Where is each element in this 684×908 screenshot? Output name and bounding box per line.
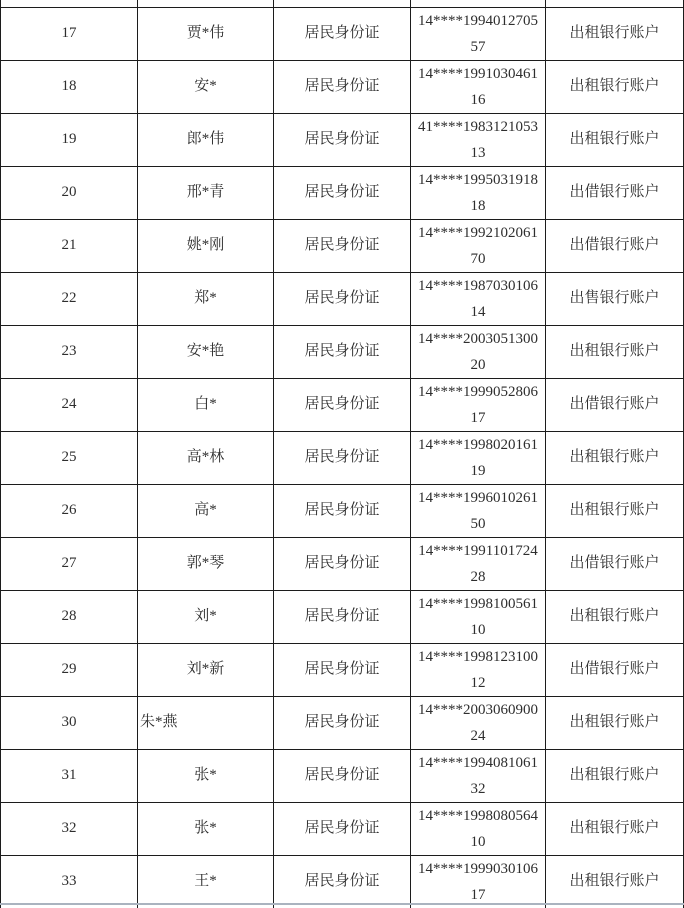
- id-number-line1: 14****1998100561: [418, 595, 538, 612]
- behavior-cell: 出借银行账户: [546, 537, 684, 590]
- behavior-cell: 出租银行账户: [546, 802, 684, 855]
- partial-cell: [411, 0, 546, 7]
- id-type-cell: 居民身份证: [274, 272, 411, 325]
- partial-cell: [138, 0, 274, 7]
- table-row: [1, 855, 684, 908]
- row-index-cell: 33: [1, 855, 138, 908]
- person-name-cell: 刘*: [138, 590, 274, 643]
- id-number-cell: [411, 7, 546, 60]
- id-number-cell: [411, 484, 546, 537]
- id-number-line1: 14****1991101724: [418, 542, 538, 559]
- person-name-cell: 高*林: [138, 431, 274, 484]
- id-type-cell: 居民身份证: [274, 166, 411, 219]
- partial-cell: [1, 0, 138, 7]
- id-number-line2: 14: [470, 303, 486, 320]
- id-type-cell: 居民身份证: [274, 802, 411, 855]
- person-name-cell: 白*: [138, 378, 274, 431]
- table-row: [1, 272, 684, 325]
- id-type-cell: 居民身份证: [274, 60, 411, 113]
- id-number-line1: 14****1999030106: [418, 860, 538, 877]
- table-row: [1, 60, 684, 113]
- id-number-line2: 20: [470, 356, 486, 373]
- id-type-cell: 居民身份证: [274, 484, 411, 537]
- id-number-line1: 41****1983121053: [418, 118, 538, 135]
- table-row: [1, 590, 684, 643]
- behavior-cell: 出租银行账户: [546, 590, 684, 643]
- person-name-cell: 邢*青: [138, 166, 274, 219]
- behavior-cell: 出租银行账户: [546, 431, 684, 484]
- table-row: [1, 7, 684, 60]
- id-type-cell: 居民身份证: [274, 749, 411, 802]
- person-name-cell: 张*: [138, 749, 274, 802]
- id-type-cell: 居民身份证: [274, 855, 411, 908]
- id-number-line1: 14****1998123100: [418, 648, 538, 665]
- person-name-cell: 刘*新: [138, 643, 274, 696]
- id-number-line2: 16: [470, 91, 486, 108]
- row-index-cell: 30: [1, 696, 138, 749]
- behavior-cell: 出租银行账户: [546, 7, 684, 60]
- id-number-cell: [411, 166, 546, 219]
- id-number-line2: 50: [470, 515, 486, 532]
- id-number-cell: [411, 378, 546, 431]
- person-name-cell: 安*艳: [138, 325, 274, 378]
- id-type-cell: 居民身份证: [274, 590, 411, 643]
- person-name-cell: 张*: [138, 802, 274, 855]
- id-number-cell: [411, 696, 546, 749]
- behavior-cell: 出租银行账户: [546, 113, 684, 166]
- row-index-cell: 31: [1, 749, 138, 802]
- row-index-cell: 20: [1, 166, 138, 219]
- id-number-cell: [411, 325, 546, 378]
- person-name-cell: 姚*刚: [138, 219, 274, 272]
- person-name-cell: 安*: [138, 60, 274, 113]
- bottom-accent-line: [0, 903, 684, 905]
- behavior-cell: 出租银行账户: [546, 749, 684, 802]
- id-number-line1: 14****1991030461: [418, 65, 538, 82]
- id-number-line1: 14****1996010261: [418, 489, 538, 506]
- row-index-cell: 27: [1, 537, 138, 590]
- id-number-line1: 14****1992102061: [418, 224, 538, 241]
- id-number-line1: 14****1987030106: [418, 277, 538, 294]
- id-number-cell: [411, 590, 546, 643]
- row-index-cell: 26: [1, 484, 138, 537]
- behavior-cell: 出租银行账户: [546, 484, 684, 537]
- behavior-cell: 出租银行账户: [546, 855, 684, 908]
- behavior-cell: 出借银行账户: [546, 643, 684, 696]
- id-number-line1: 14****1999052806: [418, 383, 538, 400]
- id-number-line2: 32: [470, 780, 486, 797]
- row-index-cell: 17: [1, 7, 138, 60]
- id-type-cell: 居民身份证: [274, 643, 411, 696]
- behavior-cell: 出租银行账户: [546, 325, 684, 378]
- id-number-cell: [411, 431, 546, 484]
- id-number-cell: [411, 272, 546, 325]
- table-row: [1, 325, 684, 378]
- id-type-cell: 居民身份证: [274, 325, 411, 378]
- id-type-cell: 居民身份证: [274, 378, 411, 431]
- table-row: [1, 484, 684, 537]
- person-name-cell: 贾*伟: [138, 7, 274, 60]
- id-number-cell: [411, 802, 546, 855]
- id-type-cell: 居民身份证: [274, 219, 411, 272]
- id-type-cell: 居民身份证: [274, 431, 411, 484]
- behavior-cell: 出租银行账户: [546, 696, 684, 749]
- id-number-cell: [411, 537, 546, 590]
- row-index-cell: 23: [1, 325, 138, 378]
- behavior-cell: 出借银行账户: [546, 378, 684, 431]
- partial-cell: [546, 0, 684, 7]
- row-index-cell: 29: [1, 643, 138, 696]
- id-type-cell: 居民身份证: [274, 7, 411, 60]
- row-index-cell: 22: [1, 272, 138, 325]
- id-number-line2: 24: [470, 727, 486, 744]
- id-number-line2: 19: [470, 462, 486, 479]
- id-number-line2: 18: [470, 197, 486, 214]
- table-row: [1, 802, 684, 855]
- id-number-line1: 14****1995031918: [418, 171, 538, 188]
- person-name-cell: 郑*: [138, 272, 274, 325]
- row-index-cell: 32: [1, 802, 138, 855]
- id-type-cell: 居民身份证: [274, 113, 411, 166]
- id-number-line2: 13: [470, 144, 486, 161]
- row-index-cell: 18: [1, 60, 138, 113]
- partial-row-top: [1, 0, 684, 7]
- id-number-cell: [411, 643, 546, 696]
- row-index-cell: 28: [1, 590, 138, 643]
- person-name-cell: 王*: [138, 855, 274, 908]
- id-number-line2: 12: [470, 674, 486, 691]
- table-row: [1, 696, 684, 749]
- person-name-cell: 郭*琴: [138, 537, 274, 590]
- id-number-line2: 17: [470, 409, 486, 426]
- id-number-cell: [411, 855, 546, 908]
- id-number-cell: [411, 60, 546, 113]
- id-number-line2: 28: [470, 568, 486, 585]
- id-number-line1: 14****2003051300: [418, 330, 538, 347]
- id-number-line1: 14****1994012705: [418, 12, 538, 29]
- id-number-line2: 57: [470, 38, 486, 55]
- id-type-cell: 居民身份证: [274, 537, 411, 590]
- behavior-cell: 出借银行账户: [546, 166, 684, 219]
- id-type-cell: 居民身份证: [274, 696, 411, 749]
- behavior-cell: 出售银行账户: [546, 272, 684, 325]
- id-number-line2: 10: [470, 621, 486, 638]
- table-row: [1, 166, 684, 219]
- id-number-cell: [411, 113, 546, 166]
- id-number-line2: 70: [470, 250, 486, 267]
- id-number-line2: 17: [470, 886, 486, 903]
- row-index-cell: 21: [1, 219, 138, 272]
- row-index-cell: 19: [1, 113, 138, 166]
- table-row: [1, 219, 684, 272]
- person-name-cell: 高*: [138, 484, 274, 537]
- person-name-cell: 朱*燕: [138, 696, 274, 749]
- id-number-line1: 14****1994081061: [418, 754, 538, 771]
- id-number-line1: 14****2003060900: [418, 701, 538, 718]
- table-row: [1, 643, 684, 696]
- table-row: [1, 113, 684, 166]
- table-row: [1, 537, 684, 590]
- table-row: [1, 431, 684, 484]
- row-index-cell: 25: [1, 431, 138, 484]
- id-number-cell: [411, 749, 546, 802]
- id-number-line2: 10: [470, 833, 486, 850]
- person-name-cell: 郎*伟: [138, 113, 274, 166]
- behavior-cell: 出租银行账户: [546, 60, 684, 113]
- table-row: [1, 749, 684, 802]
- behavior-cell: 出借银行账户: [546, 219, 684, 272]
- table-row: [1, 378, 684, 431]
- partial-cell: [274, 0, 411, 7]
- row-index-cell: 24: [1, 378, 138, 431]
- id-number-cell: [411, 219, 546, 272]
- id-number-line1: 14****1998020161: [418, 436, 538, 453]
- id-number-line1: 14****1998080564: [418, 807, 538, 824]
